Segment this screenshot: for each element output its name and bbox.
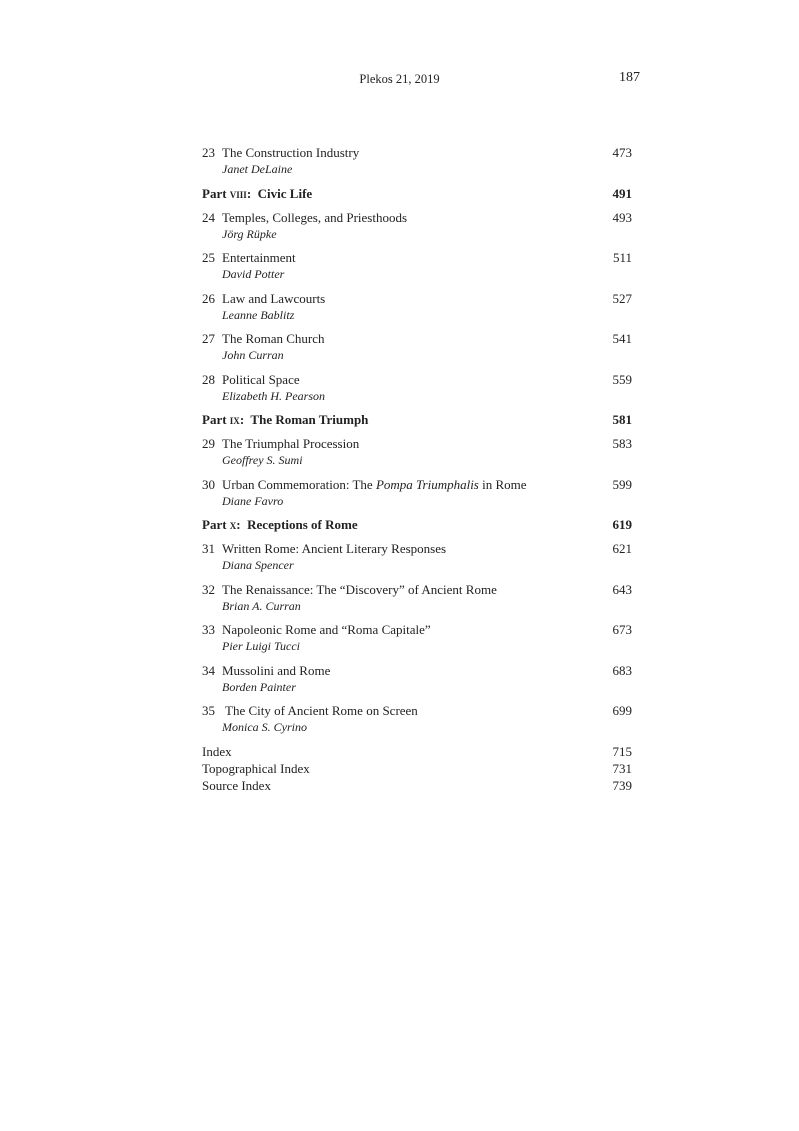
part-numeral: ix [229,412,240,427]
chapter-author: Elizabeth H. Pearson [222,388,325,403]
part-label: Part [202,185,227,201]
chapter-title: Political Space [222,371,300,387]
toc-entry-27 [202,331,632,347]
index-page: 739 [612,777,632,793]
toc-entry-35 [202,703,632,719]
chapter-page: 527 [612,290,632,306]
chapter-title-part: in Rome [478,476,527,492]
toc-entry-24 [202,210,632,226]
toc-entry-26 [202,291,632,307]
chapter-number: 30 [202,476,215,492]
chapter-number: 32 [202,581,215,597]
toc-entry-33 [202,622,632,638]
chapter-title: The Renaissance: The “Discovery” of Ancient Rome [222,581,497,597]
chapter-title: The Triumphal Procession [222,436,360,451]
toc-entry-28 [202,372,632,388]
chapter-page: 643 [612,581,632,597]
chapter-title: The Construction Industry [222,145,360,160]
part-title: Civic Life [257,185,313,201]
part-page: 619 [612,517,632,532]
chapter-number: 27 [202,331,215,346]
chapter-number: 25 [202,250,215,265]
chapter-number: 23 [202,145,215,160]
chapter-author: Geoffrey S. Sumi [222,453,303,467]
chapter-author: Janet DeLaine [222,162,293,176]
chapter-title: Written Rome: Ancient Literary Responses [222,541,447,556]
chapter-title: Mussolini and Rome [222,662,331,678]
index-title: Topographical Index [202,760,310,776]
chapter-author: Diana Spencer [222,558,294,572]
part-numeral: viii [229,185,247,201]
toc-entry-31 [202,541,632,557]
part-page: 581 [612,412,632,427]
chapter-number: 28 [202,371,215,387]
part-numeral: x [229,517,237,532]
chapter-number: 33 [202,622,215,637]
chapter-author: John Curran [222,348,284,362]
toc-entry-32 [202,582,632,598]
index-entry [202,743,632,760]
toc-entry-30 [202,477,632,493]
chapter-page: 683 [612,662,632,678]
chapter-page: 583 [612,436,632,451]
chapter-title: Napoleonic Rome and “Roma Capitale” [222,622,431,637]
part-label: Part [202,412,227,427]
part-heading-8: Part viii: Civic Life 491 [202,185,632,201]
chapter-title: Law and Lawcourts [222,290,326,306]
chapter-title: Temples, Colleges, and Priesthoods [222,209,408,225]
index-page: 715 [612,743,632,759]
chapter-author: Jörg Rüpke [222,226,277,241]
chapter-title: The City of Ancient Rome on Screen [225,703,418,718]
toc-entry-29 [202,436,632,452]
part-heading-9: Part ix: The Roman Triumph 581 [202,412,632,427]
toc-entry-25 [202,250,632,266]
table-of-contents [202,145,632,794]
chapter-page: 473 [612,145,632,160]
part-label: Part [202,517,227,532]
toc-entry-23 [202,145,632,161]
index-entry [202,760,632,777]
chapter-title [222,477,527,492]
chapter-number: 24 [202,209,215,225]
chapter-page: 599 [612,476,632,492]
chapter-page: 511 [612,250,632,265]
part-title: The Roman Triumph [250,412,369,427]
chapter-page: 559 [612,371,632,387]
chapter-number: 26 [202,290,215,306]
chapter-page: 541 [612,331,632,346]
index-title: Source Index [202,777,271,793]
chapter-title: Entertainment [222,250,296,265]
chapter-author: Monica S. Cyrino [222,720,307,734]
running-head: Plekos 21, 2019 [359,72,440,86]
chapter-author: Diane Favro [222,493,284,508]
chapter-page: 699 [612,703,632,718]
chapter-number: 31 [202,541,215,556]
part-heading-10: Part x: Receptions of Rome 619 [202,517,632,532]
part-page: 491 [612,185,632,201]
index-page: 731 [612,760,632,776]
chapter-title-italic: Pompa Triumphalis [375,476,479,492]
chapter-author: Leanne Bablitz [222,307,295,322]
toc-entry-34 [202,663,632,679]
part-title: Receptions of Rome [247,517,358,532]
chapter-title: The Roman Church [222,331,325,346]
chapter-title-part: Urban Commemoration: The [222,476,376,492]
chapter-page: 493 [612,209,632,225]
chapter-page: 673 [612,622,632,637]
page-number: 187 [619,70,640,85]
index-entry [202,777,632,794]
chapter-number: 29 [202,436,215,451]
chapter-author: David Potter [222,267,285,281]
chapter-number: 34 [202,662,215,678]
index-title: Index [202,743,232,759]
chapter-page: 621 [612,541,632,556]
chapter-number: 35 [202,703,215,718]
chapter-author: Brian A. Curran [222,598,301,613]
chapter-author: Pier Luigi Tucci [222,639,300,653]
chapter-author: Borden Painter [222,679,296,694]
